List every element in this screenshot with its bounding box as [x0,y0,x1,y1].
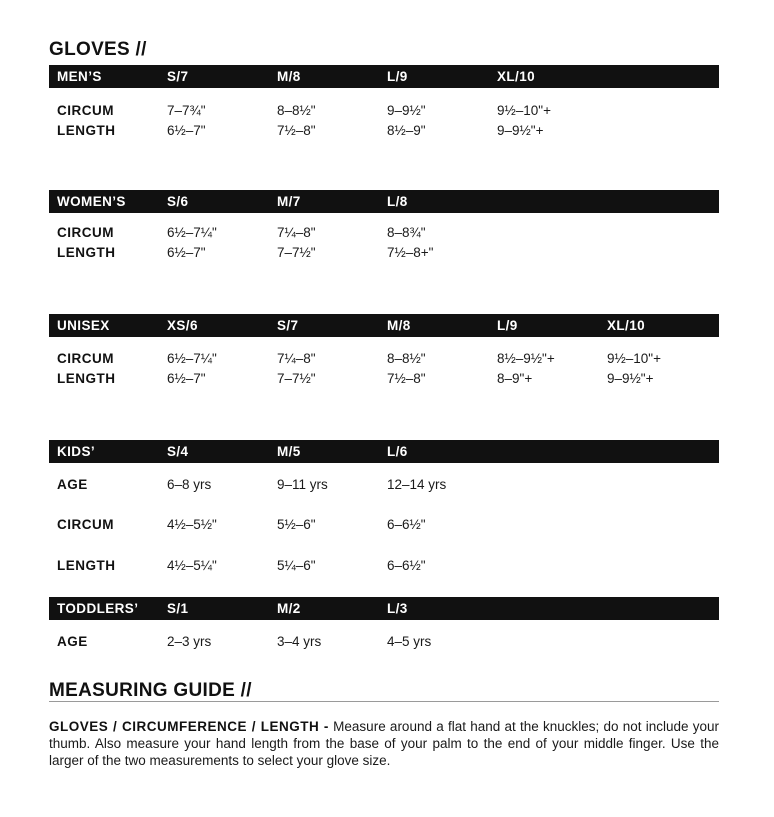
kids-length-row [49,556,719,576]
measuring-guide-title: MEASURING GUIDE // [49,680,252,701]
cell-value: 5¼–6" [277,558,316,573]
unisex-circum-row [49,349,719,369]
cell-value: 8–8¾" [387,225,426,240]
row-label: LENGTH [57,371,116,386]
cell-value: 8–8½" [277,103,316,118]
kids-header-label: KIDS’ [57,444,96,459]
row-label: CIRCUM [57,225,114,240]
row-label: LENGTH [57,245,116,260]
cell-value: 7½–8+" [387,245,434,260]
row-label: CIRCUM [57,103,114,118]
unisex-size-m8: M/8 [387,318,411,333]
cell-value: 12–14 yrs [387,477,447,492]
unisex-length-row [49,369,719,389]
cell-value: 4½–5½" [167,517,217,532]
cell-value: 3–4 yrs [277,634,322,649]
gloves-title: GLOVES // [49,39,147,60]
mens-header-bar [49,65,719,88]
cell-value: 7–7½" [277,245,316,260]
row-label: LENGTH [57,123,116,138]
toddlers-header-bar [49,597,719,620]
kids-size-m5: M/5 [277,444,301,459]
cell-value: 8½–9½"+ [497,351,555,366]
toddlers-header-label: TODDLERS’ [57,601,139,616]
cell-value: 8–8½" [387,351,426,366]
toddlers-age-row [49,632,719,652]
unisex-header-bar [49,314,719,337]
kids-size-s4: S/4 [167,444,189,459]
unisex-header-label: UNISEX [57,318,110,333]
cell-value: 6½–7¼" [167,225,217,240]
cell-value: 9–9½"+ [497,123,544,138]
measuring-guide-lead: GLOVES / CIRCUMFERENCE / LENGTH - [49,719,329,734]
cell-value: 7½–8" [277,123,316,138]
mens-header-label: MEN’S [57,69,102,84]
unisex-size-l9: L/9 [497,318,518,333]
cell-value: 4–5 yrs [387,634,432,649]
womens-size-l8: L/8 [387,194,408,209]
cell-value: 7½–8" [387,371,426,386]
row-label: LENGTH [57,558,116,573]
row-label: AGE [57,477,88,492]
measuring-guide-body: Measure around a flat hand at the knuckles; do not include your thumb. Also measure your hand length from the base of your palm to the end of your middle finger. Use the larger of the two measurements to select your glove size. [49,719,719,768]
womens-size-s6: S/6 [167,194,189,209]
unisex-size-xs6: XS/6 [167,318,198,333]
womens-circum-row [49,223,719,243]
mens-size-xl10: XL/10 [497,69,536,84]
cell-value: 6½–7" [167,245,206,260]
cell-value: 6½–7¼" [167,351,217,366]
cell-value: 7–7¾" [167,103,206,118]
cell-value: 9–9½" [387,103,426,118]
section-divider [49,701,719,702]
kids-header-bar [49,440,719,463]
womens-header-label: WOMEN’S [57,194,126,209]
cell-value: 4½–5¼" [167,558,217,573]
cell-value: 7–7½" [277,371,316,386]
cell-value: 6–6½" [387,517,426,532]
cell-value: 6–6½" [387,558,426,573]
mens-size-s7: S/7 [167,69,189,84]
row-label: CIRCUM [57,517,114,532]
row-label: CIRCUM [57,351,114,366]
cell-value: 7¼–8" [277,351,316,366]
unisex-size-xl10: XL/10 [607,318,646,333]
cell-value: 7¼–8" [277,225,316,240]
toddlers-size-s1: S/1 [167,601,189,616]
womens-length-row [49,243,719,263]
cell-value: 6½–7" [167,371,206,386]
cell-value: 8½–9" [387,123,426,138]
unisex-size-s7: S/7 [277,318,299,333]
toddlers-size-l3: L/3 [387,601,408,616]
row-label: AGE [57,634,88,649]
cell-value: 9½–10"+ [497,103,551,118]
cell-value: 9½–10"+ [607,351,661,366]
kids-size-l6: L/6 [387,444,408,459]
mens-size-l9: L/9 [387,69,408,84]
cell-value: 5½–6" [277,517,316,532]
cell-value: 9–9½"+ [607,371,654,386]
mens-circum-row [49,101,719,121]
cell-value: 6–8 yrs [167,477,212,492]
womens-size-m7: M/7 [277,194,301,209]
womens-header-bar [49,190,719,213]
cell-value: 6½–7" [167,123,206,138]
kids-age-row [49,475,719,495]
cell-value: 2–3 yrs [167,634,212,649]
mens-size-m8: M/8 [277,69,301,84]
cell-value: 8–9"+ [497,371,533,386]
mens-length-row [49,121,719,141]
measuring-guide-text [49,718,719,769]
toddlers-size-m2: M/2 [277,601,301,616]
cell-value: 9–11 yrs [277,477,328,492]
kids-circum-row [49,515,719,535]
